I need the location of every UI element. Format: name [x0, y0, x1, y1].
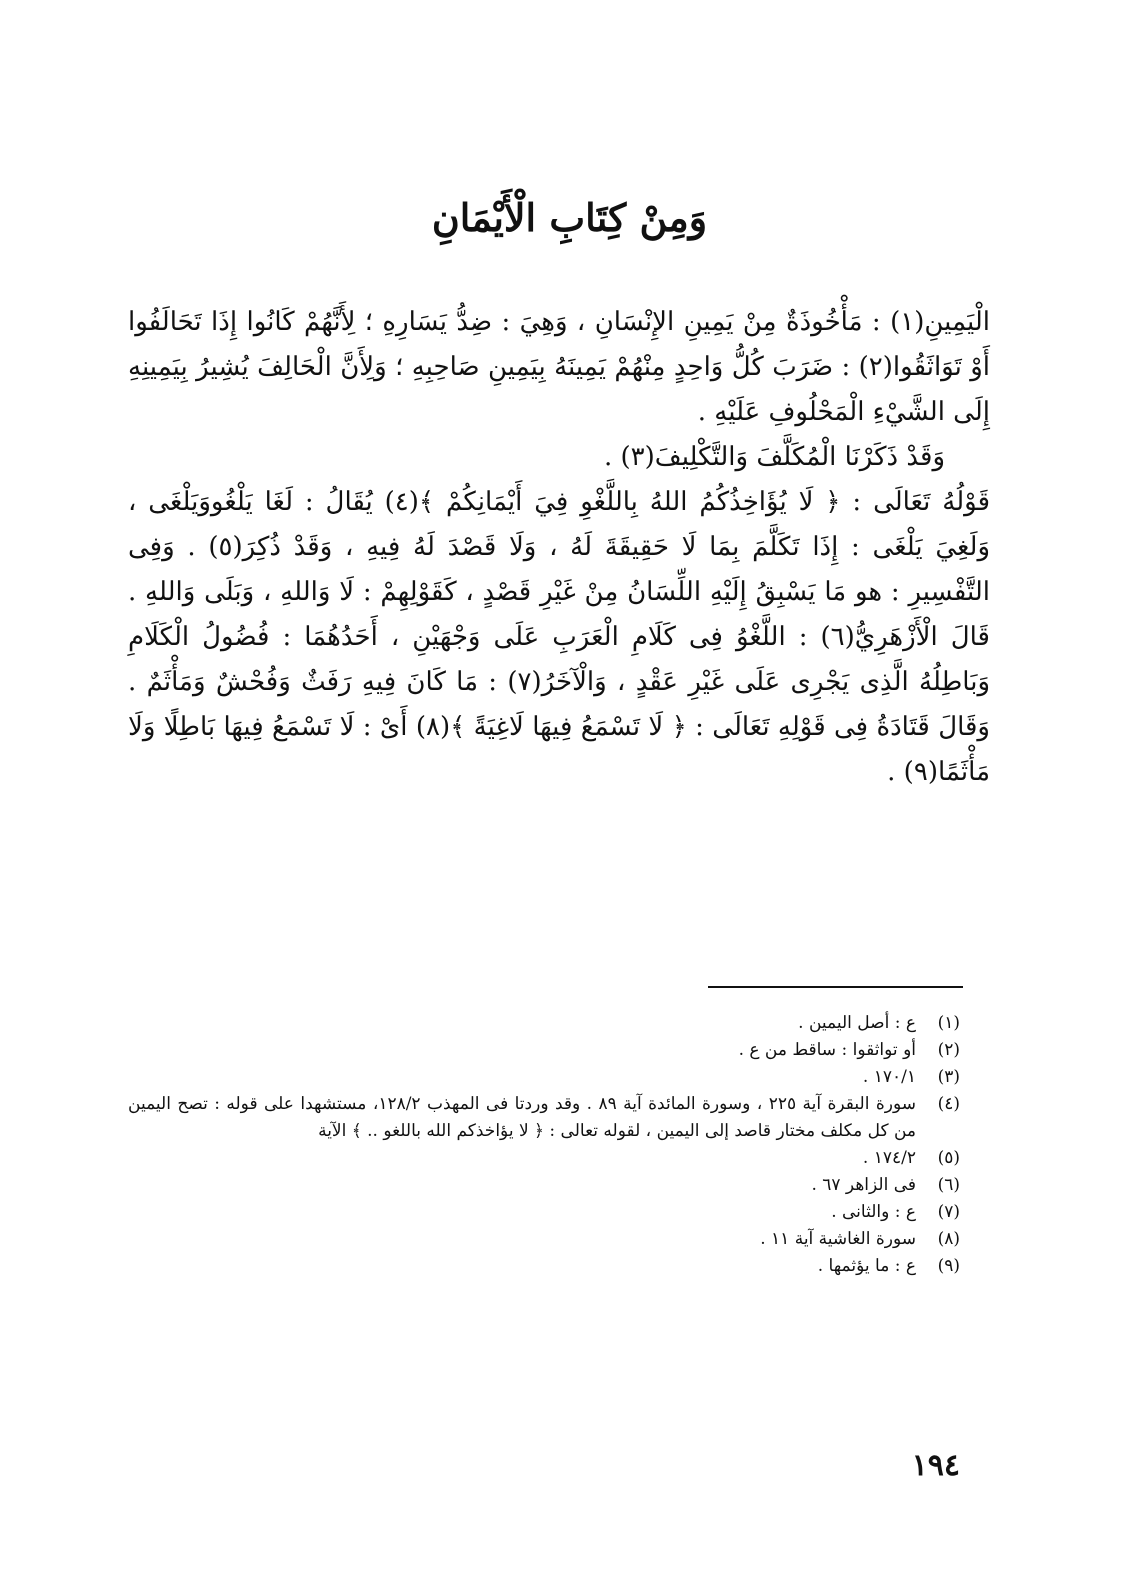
footnote-text: ع : والثانى . — [831, 1202, 916, 1222]
footnote-number: (١) — [937, 1013, 960, 1033]
footnote — [128, 1037, 960, 1064]
footnote-number: (٤) — [937, 1094, 960, 1114]
footnote-text: ع : ما يؤثمها . — [817, 1256, 916, 1276]
paragraph: قَوْلُهُ تَعَالَى : ﴿ لَا يُؤَاخِذُكُمُ اللهُ بِاللَّغْوِ فِيَ أَيْمَانِكُمْ ﴾(٤) يُقَالُ : لَغَا يَلْغُووَيَلْغَى ، وَلَغِيَ يَلْغَى : إِذَا تَكَلَّمَ بِمَا لَا حَقِيقَةَ لَهُ ، وَلَا قَصْدَ لَهُ فِيهِ ، وَقَدْ ذُكِرَ(٥) . وَفِى التَّفْسِيرِ : هو مَا يَسْبِقُ إِلَيْهِ اللِّسَانُ مِنْ غَيْرِ قَصْدٍ ، كَقَوْلِهِمْ : لَا وَاللهِ ، وَبَلَى وَاللهِ . قَالَ الْأَزْهَرِيُّ(٦) : اللَّغْوُ فِى كَلَامِ الْعَرَبِ عَلَى وَجْهَيْنِ ، أَحَدُهُمَا : فُضُولُ الْكَلَامِ وَبَاطِلُهُ الَّذِى يَجْرِى عَلَى غَيْرِ عَقْدٍ ، وَالْآخَرُ(٧) : مَا كَانَ فِيهِ رَفَثٌ وَفُحْشٌ وَمَأْثَمٌ . وَقَالَ قَتَادَةُ فِى قَوْلِهِ تَعَالَى : ﴿ لَا تَسْمَعُ فِيهَا لَاغِيَةً ﴾(٨) أَىْ : لَا تَسْمَعُ فِيهَا بَاطِلًا وَلَا مَأْثَمًا(٩) . — [128, 487, 991, 787]
footnote-number: (٩) — [937, 1256, 960, 1276]
footnote — [128, 1145, 960, 1172]
footnote-text: فى الزاهر ٦٧ . — [811, 1175, 916, 1195]
footnote — [128, 1253, 960, 1280]
footnote-text: أو تواثقوا : ساقط من ع . — [738, 1040, 916, 1060]
footnote — [128, 1172, 960, 1199]
footnote-text: ع : أصل اليمين . — [798, 1013, 916, 1033]
footnote-number: (٢) — [937, 1040, 960, 1060]
footnote — [128, 1091, 960, 1145]
footnote — [128, 1199, 960, 1226]
paragraph: الْيَمِينِ(١) : مَأْخُوذَةٌ مِنْ يَمِينِ الإِنْسَانِ ، وَهِيَ : ضِدُّ يَسَارِهِ ؛ لِأَنَّهُمْ كَانُوا إِذَا تَحَالَفُوا أَوْ تَوَاثَقُوا(٢) : ضَرَبَ كُلُّ وَاحِدٍ مِنْهُمْ يَمِينَهُ بِيَمِينِ صَاحِبِهِ ؛ وَلِأَنَّ الْحَالِفَ يُشِيرُ بِيَمِينِهِ إِلَى الشَّيْءِ الْمَحْلُوفِ عَلَيْهِ . — [128, 307, 991, 427]
footnote-number: (٥) — [937, 1148, 960, 1168]
footnote-number: (٦) — [937, 1175, 960, 1195]
footnote-text: ١٧٠/١ . — [862, 1067, 916, 1087]
footnotes-list — [128, 1010, 960, 1280]
footnote-text: ١٧٤/٢ . — [862, 1148, 916, 1168]
footnote-separator — [708, 986, 963, 988]
footnote-number: (٨) — [937, 1229, 960, 1249]
footnote — [128, 1010, 960, 1037]
footnote-number: (٧) — [937, 1202, 960, 1222]
page-number: ١٩٤ — [911, 1448, 960, 1483]
footnote-text: سورة الغاشية آية ١١ . — [760, 1229, 916, 1249]
footnote — [128, 1226, 960, 1253]
paragraph: وَقَدْ ذَكَرْنَا الْمُكَلَّفَ وَالتَّكْلِيفَ(٣) . — [603, 442, 945, 472]
chapter-heading: وَمِنْ كِتَابِ الْأَيْمَانِ — [431, 195, 708, 240]
main-text — [128, 300, 990, 795]
footnote — [128, 1064, 960, 1091]
footnote-text: سورة البقرة آية ٢٢٥ ، وسورة المائدة آية ٨٩ . وقد وردتا فى المهذب ١٢٨/٢، مستشهدا على قوله : تصح اليمين من كل مكلف مختار قاصد إلى اليمين ، لقوله تعالى : ﴿ لا يؤاخذكم الله باللغو .. ﴾ الآية — [128, 1094, 916, 1141]
footnote-number: (٣) — [937, 1067, 960, 1087]
